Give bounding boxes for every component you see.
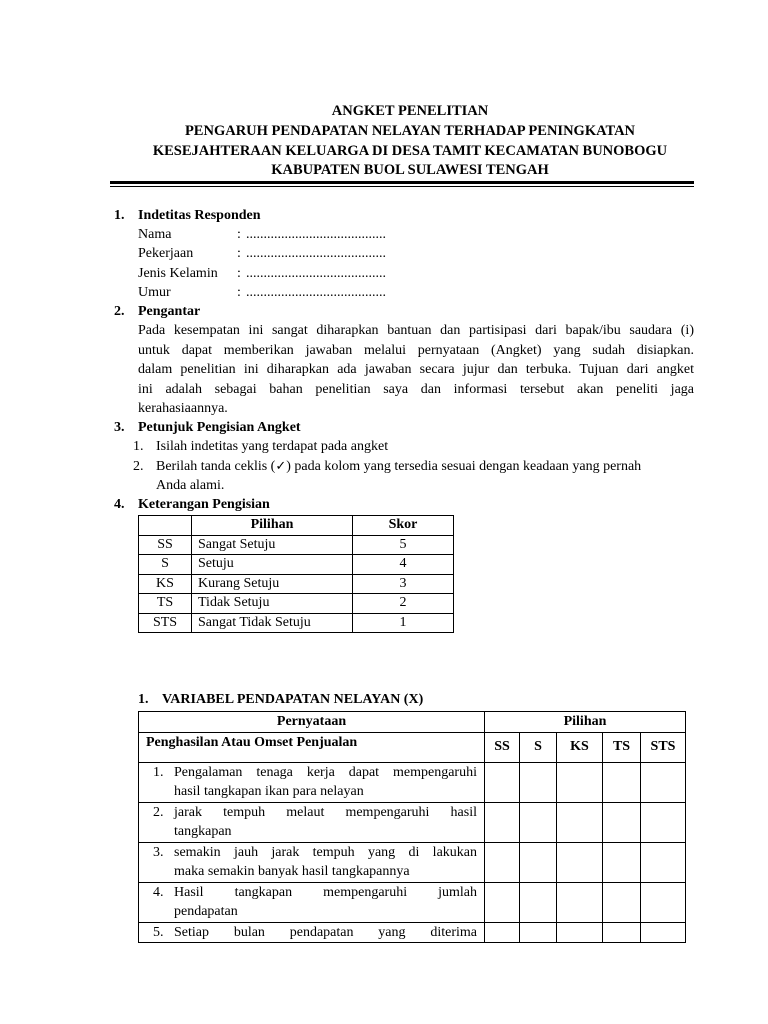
answer-cell-ss[interactable] xyxy=(485,802,520,842)
field-label-jenis-kelamin: Jenis Kelamin xyxy=(138,266,218,281)
answer-cell-ts[interactable] xyxy=(603,922,641,943)
instruction-2-text-cont: Anda alami. xyxy=(156,478,225,493)
instruction-1-text: Isilah indetitas yang terdapat pada angket xyxy=(156,439,389,454)
statement-number: 1. xyxy=(153,764,164,780)
field-sep-jenis-kelamin: : xyxy=(237,266,241,281)
option-header-sts: STS xyxy=(641,732,686,762)
field-blank-umur[interactable]: ........................................ xyxy=(246,285,386,300)
field-label-nama: Nama xyxy=(138,227,172,242)
statement-line: jarak tempuh melaut mempengaruhi hasil xyxy=(174,804,477,820)
answer-cell-s[interactable] xyxy=(520,842,557,882)
statement-cell xyxy=(139,842,485,882)
statement-line: Pengalaman tenaga kerja dapat mempengaruhi xyxy=(174,764,477,780)
option-score: 2 xyxy=(353,594,454,614)
statement-line: Setiap bulan pendapatan yang diterima xyxy=(174,924,477,940)
statement-number: 2. xyxy=(153,804,164,820)
section-2-number: 2. xyxy=(114,304,125,319)
statement-line: semakin jauh jarak tempuh yang di lakukan xyxy=(174,844,477,860)
section-2-title: Pengantar xyxy=(138,304,201,319)
paragraph-line: untuk dapat memberikan jawaban melalui pernyataan (Angket) yang sudah disiapkan. xyxy=(138,342,694,358)
field-blank-jenis-kelamin[interactable]: ........................................ xyxy=(246,266,386,281)
answer-cell-ks[interactable] xyxy=(557,842,603,882)
option-code: TS xyxy=(139,594,192,614)
checkmark-icon: ✓ xyxy=(275,459,287,474)
option-header-ss: SS xyxy=(485,732,520,762)
table-header-row xyxy=(139,712,686,733)
option-code: SS xyxy=(139,535,192,555)
field-sep-pekerjaan: : xyxy=(237,246,241,261)
option-code: KS xyxy=(139,574,192,594)
table-row xyxy=(139,613,454,633)
variable-number: 1. xyxy=(138,692,149,707)
answer-cell-s[interactable] xyxy=(520,922,557,943)
answer-cell-ss[interactable] xyxy=(485,762,520,802)
option-label: Sangat Setuju xyxy=(192,535,353,555)
field-blank-nama[interactable]: ........................................ xyxy=(246,227,386,242)
answer-cell-ks[interactable] xyxy=(557,762,603,802)
field-label-umur: Umur xyxy=(138,285,171,300)
option-label: Kurang Setuju xyxy=(192,574,353,594)
questionnaire-table xyxy=(138,711,686,943)
instruction-2-text-after: ) pada kolom yang tersedia sesuai dengan keadaan yang pernah xyxy=(286,459,642,474)
answer-cell-s[interactable] xyxy=(520,762,557,802)
subheader-penghasilan: Penghasilan Atau Omset Penjualan xyxy=(139,732,485,762)
statement-number: 3. xyxy=(153,844,164,860)
header-rule-thin xyxy=(110,186,694,187)
answer-cell-ks[interactable] xyxy=(557,922,603,943)
statement-line: tangkapan xyxy=(174,824,232,839)
section-3-title: Petunjuk Pengisian Angket xyxy=(138,420,301,435)
option-score: 5 xyxy=(353,535,454,555)
option-code: S xyxy=(139,555,192,575)
instruction-2-text-before: Berilah tanda ceklis ( xyxy=(156,459,276,474)
table-header-row xyxy=(139,516,454,536)
statement-line: Hasil tangkapan mempengaruhi jumlah xyxy=(174,884,477,900)
table-row xyxy=(139,594,454,614)
answer-cell-ss[interactable] xyxy=(485,882,520,922)
statement-line: hasil tangkapan ikan para nelayan xyxy=(174,784,364,799)
section-4-number: 4. xyxy=(114,497,125,512)
answer-cell-sts[interactable] xyxy=(641,922,686,943)
answer-cell-s[interactable] xyxy=(520,882,557,922)
header-pilihan: Pilihan xyxy=(192,516,353,536)
document-title: ANGKET PENELITIAN xyxy=(331,103,489,119)
answer-cell-sts[interactable] xyxy=(641,802,686,842)
field-sep-umur: : xyxy=(237,285,241,300)
answer-cell-sts[interactable] xyxy=(641,762,686,802)
section-3-number: 3. xyxy=(114,420,125,435)
option-label: Tidak Setuju xyxy=(192,594,353,614)
statement-cell xyxy=(139,922,485,943)
answer-cell-ts[interactable] xyxy=(603,882,641,922)
table-row xyxy=(139,882,686,922)
statement-number: 4. xyxy=(153,884,164,900)
answer-cell-ss[interactable] xyxy=(485,842,520,882)
answer-cell-ts[interactable] xyxy=(603,802,641,842)
field-sep-nama: : xyxy=(237,227,241,242)
table-cell-empty xyxy=(139,516,192,536)
pengantar-paragraph xyxy=(138,321,694,419)
answer-cell-ts[interactable] xyxy=(603,762,641,802)
answer-cell-ss[interactable] xyxy=(485,922,520,943)
table-row xyxy=(139,574,454,594)
option-label: Setuju xyxy=(192,555,353,575)
statement-line: pendapatan xyxy=(174,904,238,919)
option-score: 4 xyxy=(353,555,454,575)
instruction-2-text xyxy=(156,457,694,477)
option-header-s: S xyxy=(520,732,557,762)
table-row xyxy=(139,922,686,943)
statement-line: maka semakin banyak hasil tangkapannya xyxy=(174,864,410,879)
answer-cell-sts[interactable] xyxy=(641,842,686,882)
section-1-title: Indetitas Responden xyxy=(138,208,261,223)
option-code: STS xyxy=(139,613,192,633)
statement-cell xyxy=(139,762,485,802)
statement-cell xyxy=(139,882,485,922)
paragraph-line: Pada kesempatan ini sangat diharapkan bantuan dan partisipasi dari bapak/ibu saudara (i) xyxy=(138,323,694,338)
paragraph-line: dalam penelitian ini diharapkan ada jawaban secara jujur dan terbuka. Tujuan dari angket xyxy=(138,362,694,377)
answer-cell-ks[interactable] xyxy=(557,802,603,842)
answer-cell-ks[interactable] xyxy=(557,882,603,922)
table-row xyxy=(139,762,686,802)
header-pernyataan: Pernyataan xyxy=(139,712,485,733)
paragraph-line: kerahasiaannya. xyxy=(138,401,228,416)
field-blank-pekerjaan[interactable]: ........................................ xyxy=(246,246,386,261)
research-title-line-2: KESEJAHTERAAN KELUARGA DI DESA TAMIT KECAMATAN BUNOBOGU xyxy=(152,143,668,159)
research-title-line-1: PENGARUH PENDAPATAN NELAYAN TERHADAP PENINGKATAN xyxy=(184,123,636,139)
variable-title: VARIABEL PENDAPATAN NELAYAN (X) xyxy=(162,692,424,707)
table-row xyxy=(139,802,686,842)
table-row xyxy=(139,535,454,555)
header-pilihan: Pilihan xyxy=(485,712,686,733)
table-row xyxy=(139,555,454,575)
statement-cell xyxy=(139,802,485,842)
option-header-ts: TS xyxy=(603,732,641,762)
table-row xyxy=(139,842,686,882)
instruction-1-number: 1. xyxy=(133,439,144,454)
option-score: 1 xyxy=(353,613,454,633)
field-label-pekerjaan: Pekerjaan xyxy=(138,246,194,261)
scoring-legend-table xyxy=(138,515,454,633)
option-score: 3 xyxy=(353,574,454,594)
header-skor: Skor xyxy=(353,516,454,536)
answer-cell-ts[interactable] xyxy=(603,842,641,882)
section-4-title: Keterangan Pengisian xyxy=(138,497,270,512)
statement-number: 5. xyxy=(153,924,164,940)
instruction-2-number: 2. xyxy=(133,459,144,474)
section-1-number: 1. xyxy=(114,208,125,223)
paragraph-line: ini adalah sebagai bahan penelitian saya dan informasi tersebut akan peneliti jaga xyxy=(138,381,694,397)
research-title-line-3: KABUPATEN BUOL SULAWESI TENGAH xyxy=(271,162,549,178)
table-subheader-row xyxy=(139,732,686,762)
header-rule-thick xyxy=(110,181,694,184)
answer-cell-sts[interactable] xyxy=(641,882,686,922)
answer-cell-s[interactable] xyxy=(520,802,557,842)
option-header-ks: KS xyxy=(557,732,603,762)
option-label: Sangat Tidak Setuju xyxy=(192,613,353,633)
